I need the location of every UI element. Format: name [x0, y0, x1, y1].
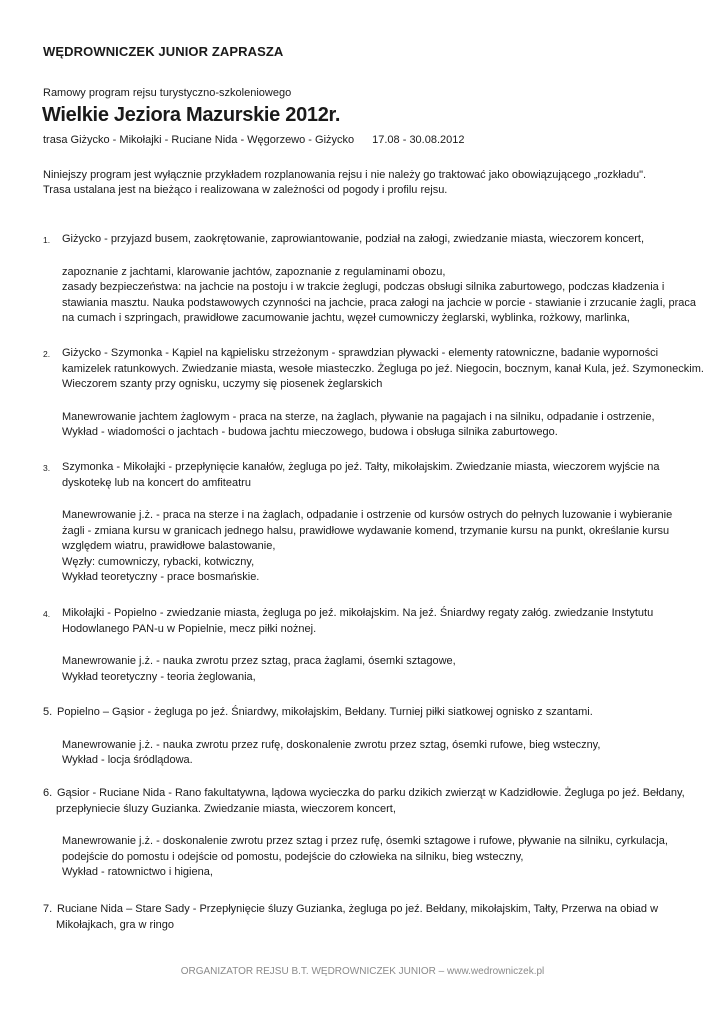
- route-line: [43, 134, 465, 146]
- item-training-line: Wykład - ratownictwo i higiena,: [62, 866, 213, 878]
- item-training-line: Manewrowanie j.ż. - doskonalenie zwrotu przez sztag i przez rufę, ósemki sztagowe i rufowe, pływanie na silniku, cyrkulacja,: [62, 835, 668, 847]
- intro-line: Niniejszy program jest wyłącznie przykładem rozplanowania rejsu i nie należy go traktować jako obowiązującego „rozkładu".: [43, 169, 647, 181]
- item-day-line: Gąsior - Ruciane Nida - Rano fakultatywna, lądowa wycieczka do parku dzikich zwierząt w Kadzidłowie. Żegluga po jeź. Bełdany,: [57, 787, 685, 799]
- item-number: 1.: [43, 235, 51, 245]
- item-number: 2.: [43, 349, 51, 359]
- item-day-line: Wieczorem szanty przy ognisku, uczymy się piosenek żeglarskich: [62, 378, 383, 390]
- item-day-line: Giżycko - przyjazd busem, zaokrętowanie, zaprowiantowanie, podział na załogi, zwiedzanie miasta, wieczorem koncert,: [62, 233, 645, 245]
- route-text: trasa Giżycko - Mikołajki - Ruciane Nida - Węgorzewo - Giżycko: [43, 134, 355, 146]
- subtitle: Ramowy program rejsu turystyczno-szkoleniowego: [43, 87, 292, 99]
- intro-line: Trasa ustalana jest na bieżąco i realizowana w zależności od pogody i profilu rejsu.: [43, 184, 448, 196]
- item-day-line: Mikołajkach, gra w ringo: [56, 918, 174, 931]
- item-day-line: kamizelek ratunkowych. Zwiedzanie miasta, wesołe miasteczko. Żegluga po jeź. Niegocin, bocznym, kanał Kula, jeź. Szymoneckim.: [62, 362, 704, 375]
- item-day-line: Hodowlanego PAN-u w Popielnie, mecz piłki nożnej.: [62, 622, 317, 635]
- item-training-line: zasady bezpieczeństwa: na jachcie na postoju i w trakcie żeglugi, podczas obsługi silnika zaburtowego, podczas kładzenia i: [62, 281, 665, 293]
- item-training-line: Wykład teoretyczny - prace bosmańskie.: [62, 571, 260, 583]
- item-day-line: Mikołajki - Popielno - zwiedzanie miasta, żegluga po jeź. mikołajskim. Na jeź. Śniardwy regaty załóg. zwiedzanie Instytutu: [62, 607, 654, 619]
- item-number: 4.: [43, 609, 51, 619]
- item-training-line: Wykład - locja śródlądowa.: [62, 754, 193, 766]
- item-number: 3.: [43, 463, 51, 473]
- item-training-line: Manewrowanie jachtem żaglowym - praca na sterze, na żaglach, pływanie na pagajach i na silniku, odpadanie i ostrzenie,: [62, 410, 655, 423]
- item-day-line: Szymonka - Mikołajki - przepłynięcie kanałów, żegluga po jeź. Tałty, mikołajskim. Zwiedzanie miasta, wieczorem wyjście na: [62, 461, 660, 473]
- item-day-line: Popielno – Gąsior - żegluga po jeź. Śniardwy, mikołajskim, Bełdany. Turniej piłki siatkowej ognisko z szantami.: [57, 706, 593, 718]
- item-training-line: na cumach i szpringach, prawidłowe zacumowanie jachtu, węzeł cumowniczy żeglarski, wyblinka, rożkowy, marlinka,: [62, 312, 630, 324]
- item-training-line: Manewrowanie j.ż. - nauka zwrotu przez rufę, doskonalenie zwrotu przez sztag, ósemki rufowe, bieg wsteczny,: [62, 738, 601, 751]
- item-training-line: względem wiatru, prawidłowe balastowanie,: [62, 540, 276, 552]
- item-training-line: Węzły: cumowniczy, rybacki, kotwiczny,: [62, 555, 255, 568]
- footer: ORGANIZATOR REJSU B.T. WĘDROWNICZEK JUNIOR – www.wedrowniczek.pl: [180, 966, 545, 977]
- item-day-line: dyskotekę lub na koncert do amfiteatru: [62, 476, 251, 489]
- item-training-line: Manewrowanie j.ż. - praca na sterze i na żaglach, odpadanie i ostrzenie od kursów ostrych do pełnych luzowanie i wybieranie: [62, 509, 673, 521]
- item-training-line: zapoznanie z jachtami, klarowanie jachtów, zapoznanie z regulaminami obozu,: [62, 265, 446, 278]
- item-training-line: żagli - zmiana kursu w granicach jednego halsu, prawidłowe wydawanie komend, trzymanie kursu na punkt, określanie kursu: [62, 524, 670, 537]
- document-title: Wielkie Jeziora Mazurskie 2012r.: [42, 104, 341, 126]
- item-training-line: Manewrowanie j.ż. - nauka zwrotu przez sztag, praca żaglami, ósemki sztagowe,: [62, 655, 456, 667]
- header-title: WĘDROWNICZEK JUNIOR ZAPRASZA: [43, 44, 284, 59]
- item-day-line: Giżycko - Szymonka - Kąpiel na kąpielisku strzeżonym - sprawdzian pływacki - elementy ratowniczne, badanie wyporności: [62, 347, 659, 359]
- item-training-line: stawiania masztu. Nauka podstawowych czynności na jachcie, praca załogi na jachcie w porcie - stawianie i zrzucanie żagli, praca: [62, 296, 697, 309]
- item-number: 6.: [43, 787, 53, 799]
- item-training-line: Wykład - wiadomości o jachtach - budowa jachtu mieczowego, budowa i obsługa silnika zaburtowego.: [62, 426, 558, 438]
- item-training-line: podejście do pomostu i odejście od pomostu, podejście do człowieka na silniku, bieg wsteczny,: [62, 850, 524, 863]
- item-day-line: Ruciane Nida – Stare Sady - Przepłynięcie śluzy Guzianka, żegluga po jeź. Bełdany, mikołajskim, Tałty, Przerwa na obiad w: [57, 903, 659, 915]
- item-day-line: przepłyniecie śluzy Guzianka. Zwiedzanie miasta, wieczorem koncert,: [56, 802, 396, 815]
- item-number: 5.: [43, 706, 53, 718]
- item-number: 7.: [43, 903, 53, 915]
- item-training-line: Wykład teoretyczny - teoria żeglowania,: [62, 670, 256, 683]
- dates-text: 17.08 - 30.08.2012: [372, 134, 465, 146]
- intro-paragraph: [43, 168, 693, 198]
